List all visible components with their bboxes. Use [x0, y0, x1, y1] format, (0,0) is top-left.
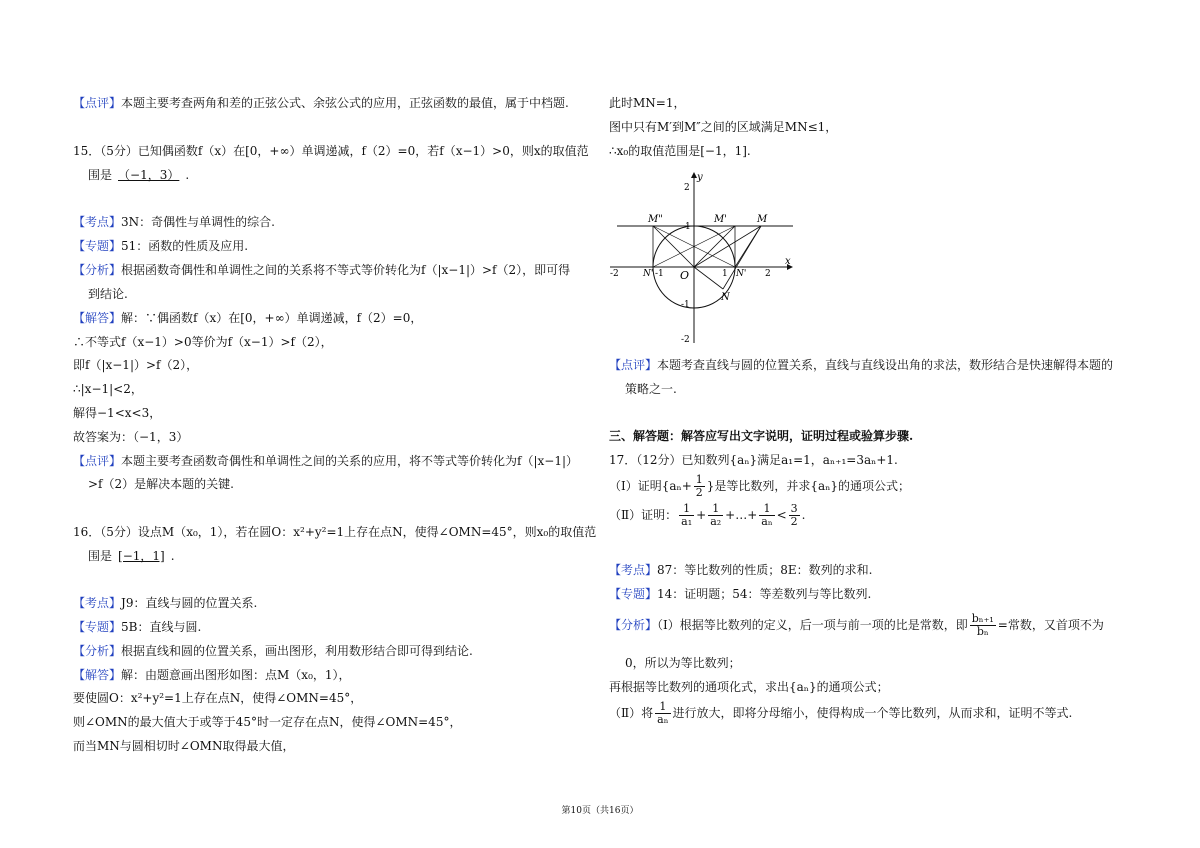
axis-y-label: y	[697, 172, 703, 183]
q17-part1: （Ⅰ）证明{aₙ+ $\frac{1}{2}$ }是等比数列，并求{aₙ}的通项公式；	[609, 473, 911, 499]
q16-dianping: 【点评】本题考查直线与圆的位置关系，直线与直线设出角的求法，数形结合是快速解得本题的	[609, 358, 1114, 372]
q15-stem-2: 围是 （−1，3） .	[88, 168, 190, 182]
q16-fenxi: 【分析】根据直线和圆的位置关系，画出图形，利用数形结合即可得到结论.	[73, 644, 473, 658]
q17-zhuanti: 【专题】14：证明题；54：等差数列与等比数列.	[609, 587, 872, 601]
label-M1: M'	[714, 214, 727, 225]
q15-dianping-2: >f（2）是解决本题的关键.	[88, 477, 234, 491]
page-footer: 第10页（共16页）	[561, 806, 639, 816]
label-N: N	[721, 292, 730, 303]
q15-step-3: ∴|x−1|<2，	[73, 382, 143, 396]
q16-step-5: 图中只有M′到M″之间的区域满足MN≤1，	[609, 120, 838, 134]
q17-stem: 17．（12分）已知数列{aₙ}满足a₁=1，aₙ₊₁=3aₙ+1.	[609, 453, 898, 467]
tick-x-2: 2	[765, 269, 771, 279]
q15-step-2: 即f（|x−1|）>f（2），	[73, 358, 199, 372]
q16-zhuanti: 【专题】5B：直线与圆.	[73, 620, 202, 634]
q16-step-4: 此时MN=1，	[609, 96, 686, 110]
q16-stem-2: 围是 [−1，1] .	[88, 549, 175, 563]
origin-label: O	[680, 269, 690, 282]
q17-fenxi-2: 0，所以为等比数列；	[625, 656, 741, 670]
q16-stem: 16．（5分）设点M（x₀，1），若在圆O：x²+y²=1上存在点N，使得∠OMN=45°，则x₀的取值范	[73, 525, 597, 539]
tick-y-2: 2	[684, 183, 690, 193]
q16-kaodian: 【考点】J9：直线与圆的位置关系.	[73, 596, 258, 610]
q16-conclusion: ∴x₀的取值范围是[−1，1].	[609, 144, 751, 158]
q17-step-2: （Ⅱ）将 $\frac{1}{\text{aₙ}}$ 进行放大，即将分母缩小，使得构成一个等比数列，从而求和，证明不等式.	[609, 700, 1073, 726]
tick-y-m2: -2	[681, 335, 690, 345]
tick-x-m1: -1	[655, 269, 664, 279]
q16-answer: [−1，1]	[118, 549, 165, 563]
axis-x-label: x	[785, 256, 791, 267]
half-fraction: $\frac{1}{2}$	[695, 473, 703, 499]
q17-step-1: 再根据等比数列的通项化式，求出{aₙ}的通项公式；	[609, 680, 889, 694]
q15-fenxi-2: 到结论.	[88, 287, 128, 301]
q15-answer: （−1，3）	[118, 168, 180, 182]
q16-jieda: 【解答】解：由题意画出图形如图：点M（x₀，1），	[73, 668, 351, 682]
q15-step-1: ∴不等式f（x−1）>0等价为f（x−1）>f（2），	[73, 335, 333, 349]
q15-fenxi: 【分析】根据函数奇偶性和单调性之间的关系将不等式等价转化为f（|x−1|）>f（2），即可得	[73, 263, 571, 277]
q16-step-2: 则∠OMN的最大值大于或等于45°时一定存在点N，使得∠OMN=45°，	[73, 715, 462, 729]
q16-step-3: 而当MN与圆相切时∠OMN取得最大值，	[73, 739, 295, 753]
label-M2: M"	[648, 214, 663, 225]
tick-x-1: 1	[722, 269, 728, 279]
label-M: M	[757, 214, 768, 225]
tick-y-m1: -1	[681, 300, 690, 310]
q16-dianping-2: 策略之一.	[625, 382, 677, 396]
q15-kaodian: 【考点】3N：奇偶性与单调性的综合.	[73, 215, 275, 229]
q15-step-4: 解得−1<x<3，	[73, 406, 162, 420]
prev-dianping: 【点评】本题主要考查两角和差的正弦公式、余弦公式的应用，正弦函数的最值，属于中档题.	[73, 96, 569, 110]
q17-kaodian: 【考点】87：等比数列的性质；8E：数列的求和.	[609, 563, 873, 577]
tick-y-1: 1	[685, 222, 691, 232]
q15-dianping: 【点评】本题主要考查函数奇偶性和单调性之间的关系的应用，将不等式等价转化为f（|x−1|）	[73, 454, 579, 468]
q15-stem: 15．（5分）已知偶函数f（x）在[0，+∞）单调递减，f（2）=0，若f（x−1）>0，则x的取值范	[73, 144, 589, 158]
label-N1: N'	[736, 269, 747, 279]
q17-fenxi: 【分析】（Ⅰ）根据等比数列的定义，后一项与前一项的比是常数，即 $\frac{\text{bₙ₊₁}}{\text{bₙ}}$ =常数，又首项不为	[609, 612, 1104, 638]
tick-x-m2: -2	[610, 269, 619, 279]
q16-step-1: 要使圆O：x²+y²=1上存在点N，使得∠OMN=45°，	[73, 691, 363, 705]
label-N2: N'	[643, 269, 654, 279]
section-heading: 三、解答题：解答应写出文字说明，证明过程或验算步骤.	[609, 429, 914, 443]
q17-part2: （Ⅱ）证明： $\frac{1}{\text{a₁}}$ + $\frac{1}{\text{a₂}}$ +…+ $\frac{1}{\text{aₙ}}$ < $\frac{3}{2}$ .	[609, 502, 806, 528]
q15-zhuanti: 【专题】51：函数的性质及应用.	[73, 239, 249, 253]
q15-step-5: 故答案为：（−1，3）	[73, 430, 189, 444]
q15-jieda: 【解答】解：∵偶函数f（x）在[0，+∞）单调递减，f（2）=0，	[73, 311, 423, 325]
circle-figure	[605, 168, 805, 348]
